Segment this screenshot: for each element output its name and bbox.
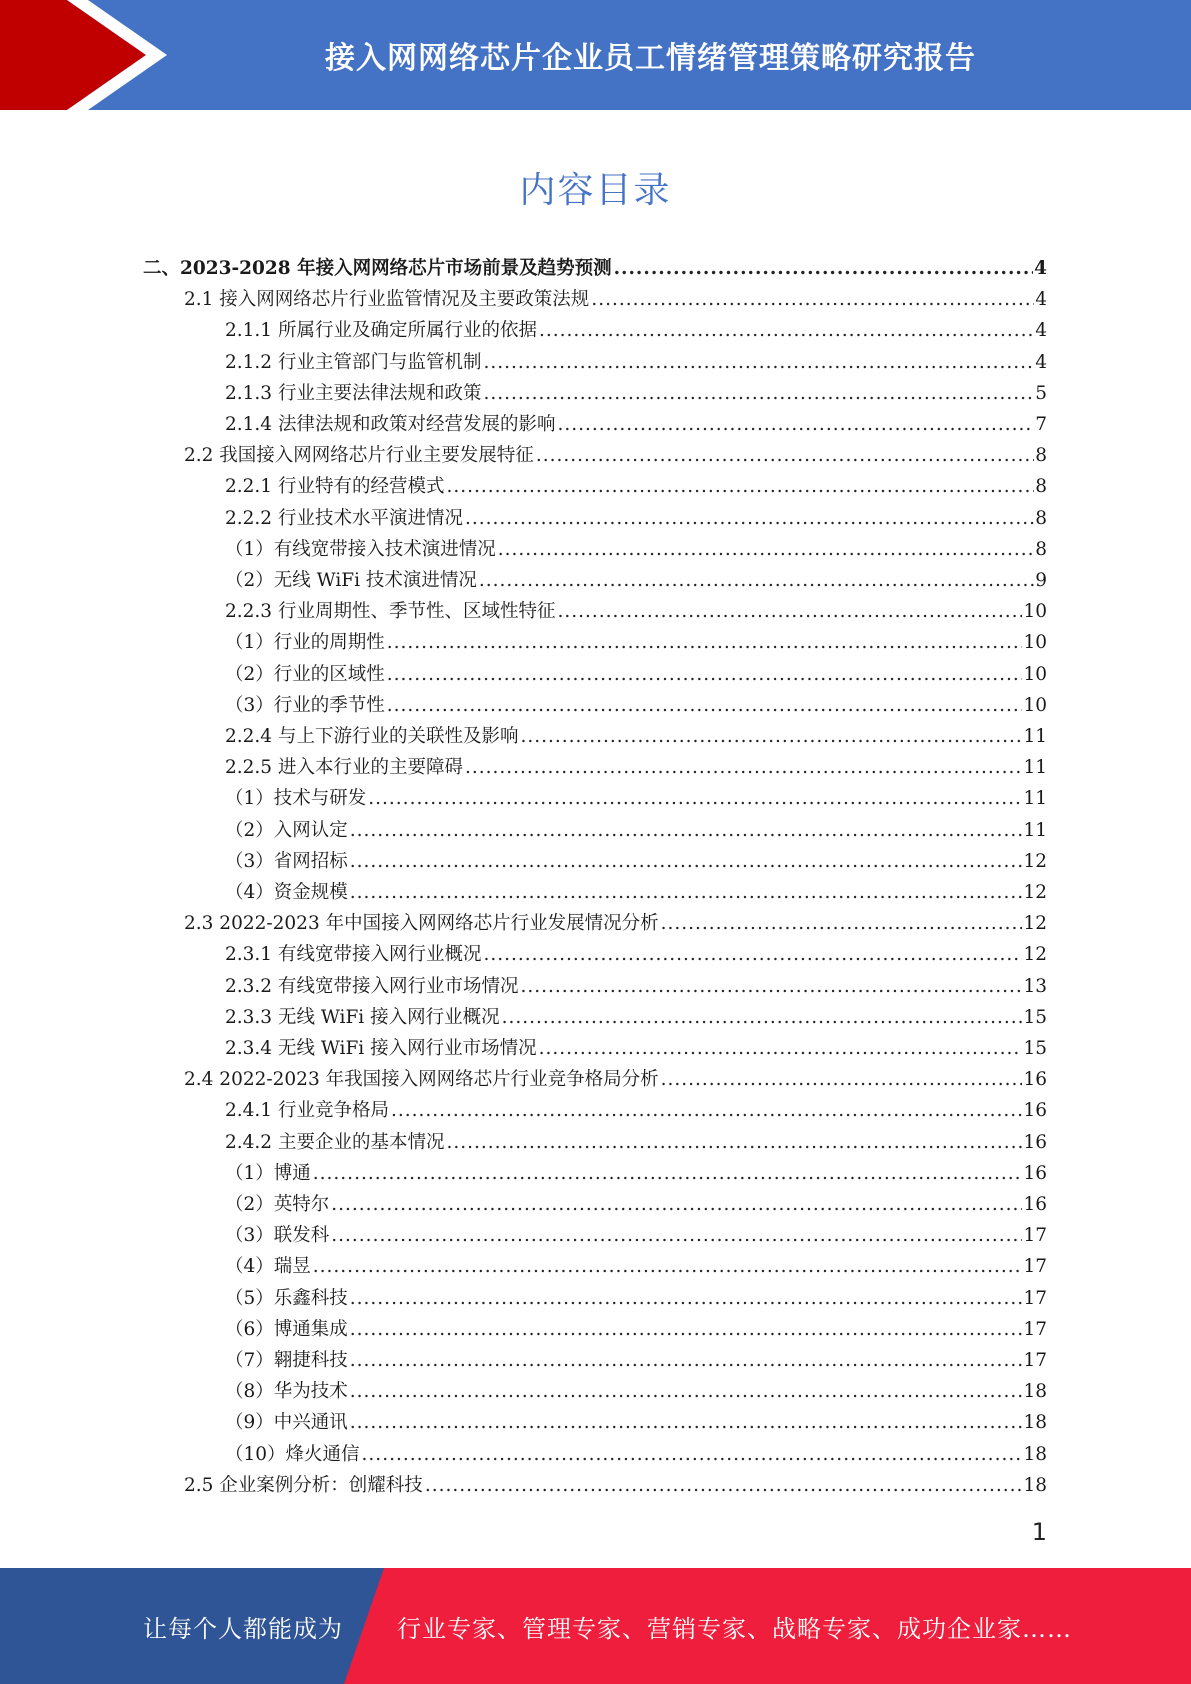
toc-dot-leader (446, 1127, 1022, 1158)
toc-entry-title: （10）烽火通信 (225, 1444, 360, 1465)
toc-dot-leader (557, 596, 1022, 627)
toc-entry[interactable] (225, 409, 1047, 440)
toc-entry-page: 18 (1023, 1444, 1047, 1465)
toc-entry-title: （1）行业的周期性 (225, 632, 385, 653)
toc-entry[interactable] (225, 1345, 1047, 1376)
toc-dot-leader (483, 378, 1034, 409)
toc-entry-title: （3）行业的季节性 (225, 695, 385, 716)
toc-entry-page: 16 (1023, 1069, 1047, 1090)
toc-entry-title: 2.3.4 无线 WiFi 接入网行业市场情况 (225, 1038, 537, 1059)
toc-entry-title: 2.1 接入网网络芯片行业监管情况及主要政策法规 (184, 289, 590, 310)
toc-entry[interactable] (225, 877, 1047, 908)
toc-entry-page: 18 (1023, 1381, 1047, 1402)
page-number: 1 (1031, 1518, 1047, 1546)
toc-entry[interactable] (225, 1220, 1047, 1251)
toc-entry-title: （3）省网招标 (225, 851, 348, 872)
toc-dot-leader (661, 1064, 1023, 1095)
toc-entry[interactable] (225, 596, 1047, 627)
toc-entry[interactable] (225, 815, 1047, 846)
toc-entry-page: 10 (1023, 695, 1047, 716)
toc-entry-title: 2.2.4 与上下游行业的关联性及影响 (225, 726, 519, 747)
toc-entry-page: 13 (1023, 976, 1047, 997)
page-header (0, 0, 1191, 110)
toc-entry-page: 8 (1035, 445, 1047, 466)
toc-entry-title: （5）乐鑫科技 (225, 1288, 348, 1309)
toc-entry[interactable] (184, 440, 1047, 471)
toc-entry-title: （2）无线 WiFi 技术演进情况 (225, 570, 477, 591)
toc-dot-leader (614, 253, 1034, 284)
toc-entry-title: 2.4 2022-2023 年我国接入网网络芯片行业竞争格局分析 (184, 1069, 659, 1090)
toc-entry-title: 二、2023-2028 年接入网网络芯片市场前景及趋势预测 (143, 258, 612, 279)
toc-entry-title: （1）博通 (225, 1163, 311, 1184)
toc-entry[interactable] (225, 659, 1047, 690)
toc-entry-title: （7）翱捷科技 (225, 1350, 348, 1371)
toc-entry-title: 2.1.3 行业主要法律法规和政策 (225, 383, 482, 404)
toc-entry-title: （2）英特尔 (225, 1194, 330, 1215)
toc-entry-page: 11 (1023, 726, 1047, 747)
toc-entry[interactable] (225, 690, 1047, 721)
toc-dot-leader (350, 815, 1023, 846)
toc-entry[interactable] (225, 565, 1047, 596)
toc-entry[interactable] (184, 1470, 1047, 1501)
toc-dot-leader (446, 471, 1034, 502)
toc-dot-leader (479, 565, 1034, 596)
toc-dot-leader (502, 1002, 1023, 1033)
toc-entry-page: 7 (1035, 414, 1047, 435)
toc-entry-title: （4）瑞昱 (225, 1256, 311, 1277)
toc-entry[interactable] (225, 1407, 1047, 1438)
toc-entry-title: 2.1.2 行业主管部门与监管机制 (225, 352, 482, 373)
toc-dot-leader (313, 1158, 1023, 1189)
toc-entry-title: 2.3.2 有线宽带接入网行业市场情况 (225, 976, 519, 997)
toc-dot-leader (350, 877, 1023, 908)
toc-entry[interactable] (225, 347, 1047, 378)
toc-entry-title: 2.2.1 行业特有的经营模式 (225, 476, 445, 497)
toc-dot-leader (465, 503, 1034, 534)
toc-entry-page: 16 (1023, 1163, 1047, 1184)
toc-entry-page: 17 (1023, 1350, 1047, 1371)
toc-entry-page: 16 (1023, 1100, 1047, 1121)
toc-heading: 内容目录 (519, 170, 672, 211)
toc-entry[interactable] (225, 534, 1047, 565)
toc-entry-title: 2.2.3 行业周期性、季节性、区域性特征 (225, 601, 556, 622)
toc-entry[interactable] (225, 1283, 1047, 1314)
toc-entry-page: 10 (1023, 664, 1047, 685)
toc-entry-page: 12 (1023, 944, 1047, 965)
toc-entry[interactable] (184, 284, 1047, 315)
toc-entry-page: 5 (1035, 383, 1047, 404)
toc-entry-page: 11 (1023, 757, 1047, 778)
toc-entry-title: 2.3 2022-2023 年中国接入网网络芯片行业发展情况分析 (184, 913, 659, 934)
toc-entry[interactable] (225, 1002, 1047, 1033)
toc-entry[interactable] (225, 503, 1047, 534)
toc-entry-title: （3）联发科 (225, 1225, 330, 1246)
toc-entry[interactable] (225, 1251, 1047, 1282)
toc-dot-leader (591, 284, 1034, 315)
toc-entry[interactable] (225, 1095, 1047, 1126)
toc-entry-title: 2.2.2 行业技术水平演进情况 (225, 508, 463, 529)
toc-entry-page: 10 (1023, 632, 1047, 653)
toc-dot-leader (387, 690, 1023, 721)
toc-entry-page: 16 (1023, 1194, 1047, 1215)
report-title: 接入网网络芯片企业员工情绪管理策略研究报告 (325, 41, 976, 76)
toc-entry-page: 16 (1023, 1132, 1047, 1153)
toc-entry-page: 4 (1035, 289, 1047, 310)
toc-dot-leader (483, 939, 1022, 970)
toc-entry-page: 8 (1035, 476, 1047, 497)
toc-entry-title: 2.4.2 主要企业的基本情况 (225, 1132, 445, 1153)
toc-entry-page: 17 (1023, 1256, 1047, 1277)
toc-entry[interactable] (184, 908, 1047, 939)
toc-dot-leader (331, 1189, 1022, 1220)
toc-entry-page: 15 (1023, 1038, 1047, 1059)
toc-dot-leader (557, 409, 1034, 440)
toc-entry-page: 12 (1023, 882, 1047, 903)
toc-entry-page: 10 (1023, 601, 1047, 622)
toc-dot-leader (350, 1345, 1023, 1376)
toc-dot-leader (498, 534, 1034, 565)
toc-entry-page: 17 (1023, 1288, 1047, 1309)
toc-dot-leader (350, 1283, 1023, 1314)
toc-entry[interactable] (225, 971, 1047, 1002)
toc-dot-leader (350, 1407, 1023, 1438)
toc-entry-title: （4）资金规模 (225, 882, 348, 903)
toc-entry[interactable] (225, 627, 1047, 658)
toc-entry-page: 12 (1023, 913, 1047, 934)
toc-entry[interactable] (225, 1127, 1047, 1158)
toc-entry-page: 18 (1023, 1475, 1047, 1496)
toc-dot-leader (391, 1095, 1022, 1126)
toc-entry-title: 2.2 我国接入网网络芯片行业主要发展特征 (184, 445, 534, 466)
toc-dot-leader (350, 1314, 1023, 1345)
toc-entry-title: 2.3.3 无线 WiFi 接入网行业概况 (225, 1007, 500, 1028)
toc-entry-page: 9 (1035, 570, 1047, 591)
toc-entry-page: 4 (1034, 258, 1047, 279)
toc-entry[interactable] (225, 1314, 1047, 1345)
toc-dot-leader (313, 1251, 1023, 1282)
page-footer (0, 1568, 1191, 1684)
toc-entry-page: 4 (1035, 352, 1047, 373)
toc-entry-title: （2）入网认定 (225, 820, 348, 841)
toc-entry-title: 2.2.5 进入本行业的主要障碍 (225, 757, 463, 778)
toc-entry-title: 2.1.4 法律法规和政策对经营发展的影响 (225, 414, 556, 435)
toc-entry[interactable] (184, 1064, 1047, 1095)
toc-dot-leader (387, 627, 1023, 658)
toc-dot-leader (661, 908, 1023, 939)
toc-entry[interactable] (225, 721, 1047, 752)
footer-slogan-right: 行业专家、管理专家、营销专家、战略专家、成功企业家…… (397, 1614, 1072, 1643)
toc-dot-leader (536, 440, 1034, 471)
toc-entry-title: （9）中兴通讯 (225, 1412, 348, 1433)
toc-entry-page: 8 (1035, 508, 1047, 529)
toc-entry[interactable] (225, 846, 1047, 877)
toc-dot-leader (362, 1439, 1023, 1470)
toc-entry-page: 17 (1023, 1225, 1047, 1246)
toc-dot-leader (350, 1376, 1023, 1407)
toc-dot-leader (465, 752, 1022, 783)
toc-entry-page: 15 (1023, 1007, 1047, 1028)
toc-dot-leader (350, 846, 1023, 877)
toc-entry-title: （8）华为技术 (225, 1381, 348, 1402)
toc-entry[interactable] (225, 1439, 1047, 1470)
toc-entry[interactable] (225, 752, 1047, 783)
toc-entry-title: 2.4.1 行业竞争格局 (225, 1100, 389, 1121)
toc-dot-leader (520, 971, 1022, 1002)
toc-entry[interactable] (225, 939, 1047, 970)
toc-entry-page: 17 (1023, 1319, 1047, 1340)
toc-entry-title: （1）技术与研发 (225, 788, 367, 809)
toc-dot-leader (539, 315, 1034, 346)
toc-entry[interactable] (225, 783, 1047, 814)
toc-entry-title: （1）有线宽带接入技术演进情况 (225, 539, 496, 560)
toc-entry-title: 2.5 企业案例分析：创耀科技 (184, 1475, 423, 1496)
toc-dot-leader (331, 1220, 1022, 1251)
toc-entry[interactable] (225, 471, 1047, 502)
toc-entry-title: （6）博通集成 (225, 1319, 348, 1340)
toc-dot-leader (539, 1033, 1023, 1064)
toc-entry[interactable] (225, 1189, 1047, 1220)
toc-entry-page: 8 (1035, 539, 1047, 560)
toc-entry-page: 4 (1035, 320, 1047, 341)
toc-entry[interactable] (143, 253, 1047, 284)
toc-entry[interactable] (225, 1033, 1047, 1064)
toc-dot-leader (368, 783, 1022, 814)
toc-entry[interactable] (225, 1376, 1047, 1407)
toc-entry-title: 2.3.1 有线宽带接入网行业概况 (225, 944, 482, 965)
header-red-chevron (0, 0, 146, 110)
toc-entry[interactable] (225, 378, 1047, 409)
toc-dot-leader (483, 347, 1034, 378)
toc-entry-title: 2.1.1 所属行业及确定所属行业的依据 (225, 320, 537, 341)
toc-entry-page: 11 (1023, 788, 1047, 809)
toc-dot-leader (387, 659, 1023, 690)
toc-entry-title: （2）行业的区域性 (225, 664, 385, 685)
toc-dot-leader (520, 721, 1022, 752)
toc-entry-page: 12 (1023, 851, 1047, 872)
toc-entry-page: 18 (1023, 1412, 1047, 1433)
toc-entry-page: 11 (1023, 820, 1047, 841)
toc-entry[interactable] (225, 315, 1047, 346)
footer-slogan-left: 让每个人都能成为 (143, 1614, 343, 1643)
toc-entry[interactable] (225, 1158, 1047, 1189)
toc-dot-leader (425, 1470, 1023, 1501)
